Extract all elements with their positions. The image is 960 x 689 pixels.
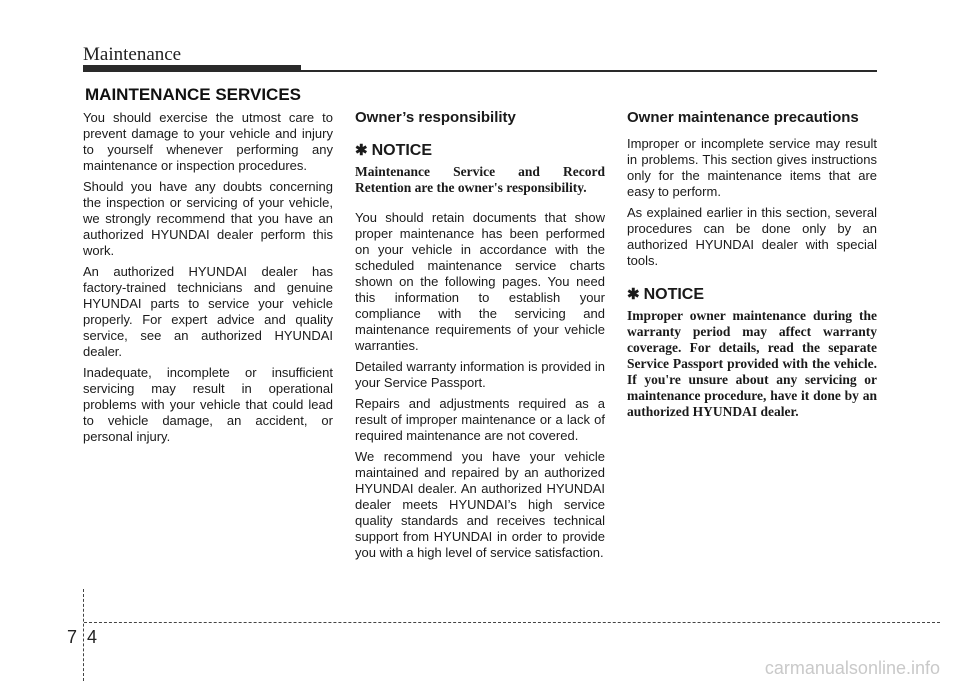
watermark: carmanualsonline.info bbox=[764, 658, 940, 678]
paragraph: As explained earlier in this section, several procedures can be done only by an authorized HYUNDAI dealer with special tools. bbox=[627, 205, 877, 268]
column-middle bbox=[355, 110, 605, 566]
notice-star-icon: ✱ bbox=[355, 142, 368, 159]
paragraph: Improper or incomplete service may result in problems. This section gives instructions only for the maintenance items that are easy to perform. bbox=[627, 136, 877, 199]
column-left bbox=[83, 110, 333, 450]
column-right bbox=[627, 110, 877, 434]
notice-star-icon: ✱ bbox=[627, 286, 640, 303]
notice-label: NOTICE bbox=[371, 142, 433, 159]
paragraph: Should you have any doubts concerning the inspection or servicing of your vehicle, we strongly recommend that you have an authorized HYUNDAI dealer perform this work. bbox=[83, 179, 333, 258]
subheading-owner-maintenance-precautions: Owner maintenance precautions bbox=[627, 109, 859, 126]
header-rule-thin bbox=[301, 70, 877, 72]
header-rule-thick bbox=[83, 65, 301, 72]
footer-dashed-line bbox=[84, 622, 940, 623]
paragraph: We recommend you have your vehicle maintained and repaired by an authorized HYUNDAI dealer. An authorized HYUNDAI dealer meets HYUNDAI’s high service quality standards and receives technical support from HYUNDAI in order to provide you with a high level of service satisfaction. bbox=[355, 449, 605, 560]
notice-heading bbox=[627, 287, 877, 303]
page-heading: MAINTENANCE SERVICES bbox=[85, 85, 301, 104]
paragraph: Inadequate, incomplete or insufficient servicing may result in operational problems with your vehicle that could lead to vehicle damage, an accident, or personal injury. bbox=[83, 365, 333, 444]
chapter-number: 7 bbox=[67, 627, 78, 647]
footer-dashed-divider bbox=[83, 589, 84, 681]
paragraph: An authorized HYUNDAI dealer has factory-trained technicians and genuine HYUNDAI parts to service your vehicle properly. For expert advice and quality service, see an authorized HYUNDAI dealer. bbox=[83, 264, 333, 359]
notice-heading bbox=[355, 143, 605, 159]
section-title: Maintenance bbox=[83, 44, 182, 65]
paragraph: Detailed warranty information is provided in your Service Passport. bbox=[355, 359, 605, 390]
notice-text: Maintenance Service and Record Retention are the owner's responsibility. bbox=[355, 164, 605, 195]
paragraph: You should exercise the utmost care to prevent damage to your vehicle and injury to yourself whenever performing any maintenance or inspection procedures. bbox=[83, 110, 333, 173]
notice-label: NOTICE bbox=[643, 286, 705, 303]
paragraph: You should retain documents that show proper maintenance has been performed on your vehicle in accordance with the scheduled maintenance service charts shown on the following pages. You need this information to establish your compliance with the servicing and maintenance requirements of your vehicle warranties. bbox=[355, 210, 605, 353]
notice-text: Improper owner maintenance during the warranty period may affect warranty coverage. For details, read the separate Service Passport provided with the vehicle. If you're unsure about any servicing or maintenance procedure, have it done by an authorized HYUNDAI dealer. bbox=[627, 308, 877, 419]
page-number: 4 bbox=[87, 627, 98, 647]
paragraph: Repairs and adjustments required as a result of improper maintenance or a lack of required maintenance are not covered. bbox=[355, 396, 605, 443]
subheading-owners-responsibility: Owner’s responsibility bbox=[355, 109, 516, 126]
